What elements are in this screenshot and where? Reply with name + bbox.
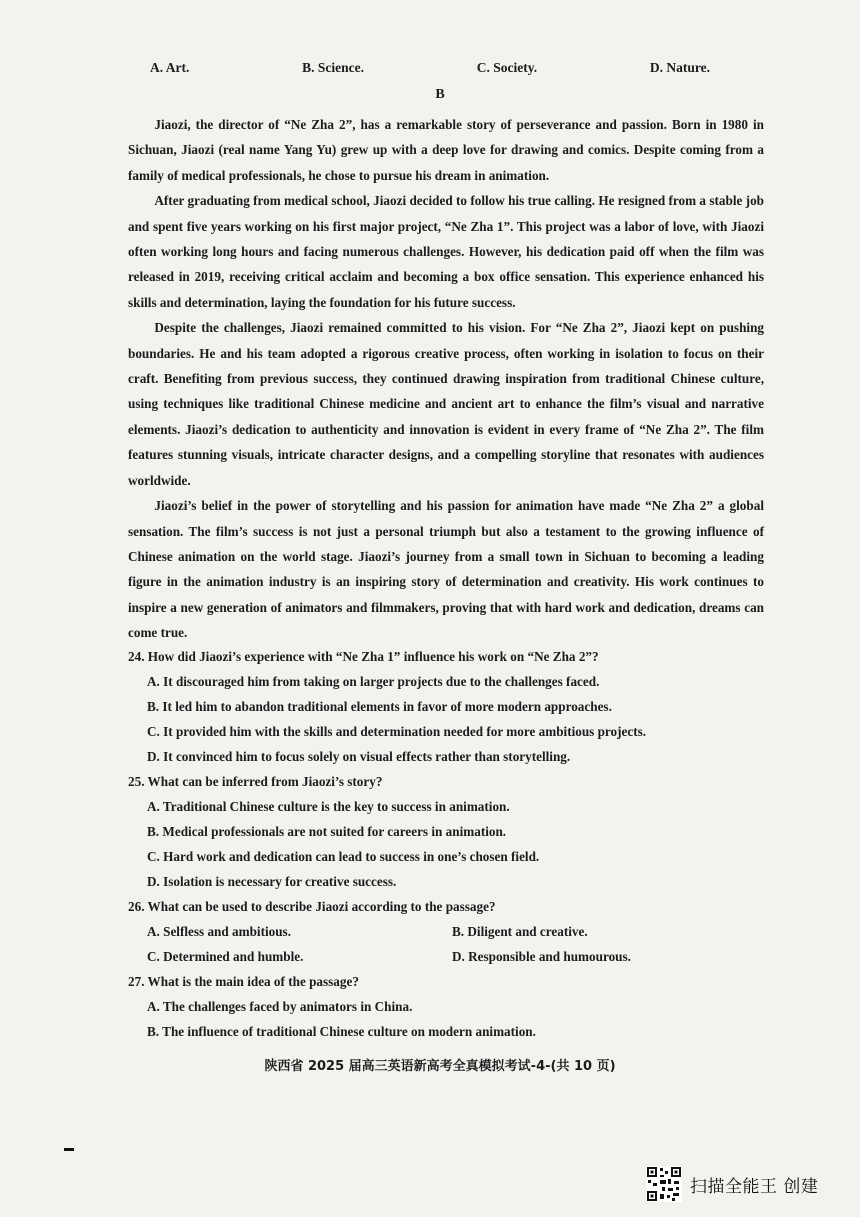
section-heading: B [435, 87, 445, 102]
option-a: A. Art. [150, 60, 190, 75]
question-stem: 24. How did Jiaozi’s experience with “Ne Zha 1” influence his work on “Ne Zha 2”? [128, 649, 599, 664]
page-footer: 陕西省 2025 届高三英语新高考全真模拟考试-4-(共 10 页) [264, 1059, 616, 1074]
question-stem: 25. What can be inferred from Jiaozi’s story? [128, 774, 383, 789]
question-list [128, 644, 768, 1044]
question-27 [128, 969, 768, 1044]
reading-passage [128, 112, 764, 646]
answer-option: A. Traditional Chinese culture is the key to success in animation. [147, 799, 510, 814]
paragraph-3: Despite the challenges, Jiaozi remained committed to his vision. For “Ne Zha 2”, Jiaozi kept on pushing boundaries. He and his team adopted a rigorous creative process, often working in isolation to focus on their craft. Benefiting from previous success, they continued drawing inspiration from traditional Chinese culture, using techniques like traditional Chinese medicine and ancient art to enhance the film’s visual and narrative elements. Jiaozi’s dedication to authenticity and innovation is evident in every frame of “Ne Zha 2”. The film features stunning visuals, intricate character designs, and a compelling storyline that resonates with audiences worldwide. [128, 320, 764, 488]
answer-option: C. It provided him with the skills and determination needed for more ambitious projects. [147, 724, 647, 739]
option-d: D. Nature. [649, 60, 710, 75]
answer-option: A. Selfless and ambitious. [147, 924, 291, 939]
paragraph-2: After graduating from medical school, Jiaozi decided to follow his true calling. He resigned from a stable job and spent five years working on his first major project, “Ne Zha 1”. This project was a labor of love, with Jiaozi often working long hours and facing numerous challenges. However, his dedication paid off when the film was released in 2019, receiving critical acclaim and becoming a box office sensation. This experience enhanced his skills and determination, laying the foundation for his future success. [128, 193, 764, 310]
answer-option: C. Determined and humble. [147, 949, 304, 964]
option-c: C. Society. [476, 60, 538, 75]
question-25 [128, 769, 768, 894]
answer-option: D. It convinced him to focus solely on visual effects rather than storytelling. [147, 749, 571, 764]
answer-option-row [128, 944, 768, 969]
answer-option: B. Medical professionals are not suited for careers in animation. [147, 824, 507, 839]
answer-option: C. Hard work and dedication can lead to success in one’s chosen field. [147, 849, 540, 864]
paragraph-4: Jiaozi’s belief in the power of storytelling and his passion for animation have made “Ne Zha 2” a global sensation. The film’s success is not just a personal triumph but also a testament to the growing influence of Chinese animation on the world stage. Jiaozi’s journey from a small town in Sichuan to becoming a leading figure in the animation industry is an inspiring story of determination and creativity. His work continues to inspire a new generation of animators and filmmakers, proving that with hard work and dedication, dreams can come true. [128, 498, 764, 641]
option-b: B. Science. [302, 60, 364, 75]
question-26 [128, 894, 768, 969]
question-stem: 26. What can be used to describe Jiaozi according to the passage? [128, 899, 496, 914]
question-stem: 27. What is the main idea of the passage? [128, 974, 359, 989]
answer-option: B. It led him to abandon traditional elements in favor of more modern approaches. [147, 699, 612, 714]
answer-option: D. Responsible and humourous. [452, 949, 631, 964]
scanner-label: 扫描全能王 创建 [690, 1176, 819, 1197]
answer-option: B. The influence of traditional Chinese culture on modern animation. [147, 1024, 536, 1039]
answer-option: A. It discouraged him from taking on larger projects due to the challenges faced. [147, 674, 600, 689]
question-24 [128, 644, 768, 769]
scan-mark [64, 1148, 74, 1151]
scanner-watermark [646, 1166, 818, 1202]
answer-option: D. Isolation is necessary for creative success. [147, 874, 397, 889]
paragraph-1: Jiaozi, the director of “Ne Zha 2”, has a remarkable story of perseverance and passion. Born in 1980 in Sichuan, Jiaozi (real name Yang Yu) grew up with a deep love for drawing and comics. Despite coming from a family of medical professionals, he chose to pursue his dream in animation. [128, 117, 764, 183]
answer-option: B. Diligent and creative. [452, 924, 588, 939]
answer-option-row [128, 919, 768, 944]
qr-code-icon [646, 1166, 682, 1202]
previous-question-options [150, 60, 710, 76]
answer-option: A. The challenges faced by animators in China. [147, 999, 413, 1014]
